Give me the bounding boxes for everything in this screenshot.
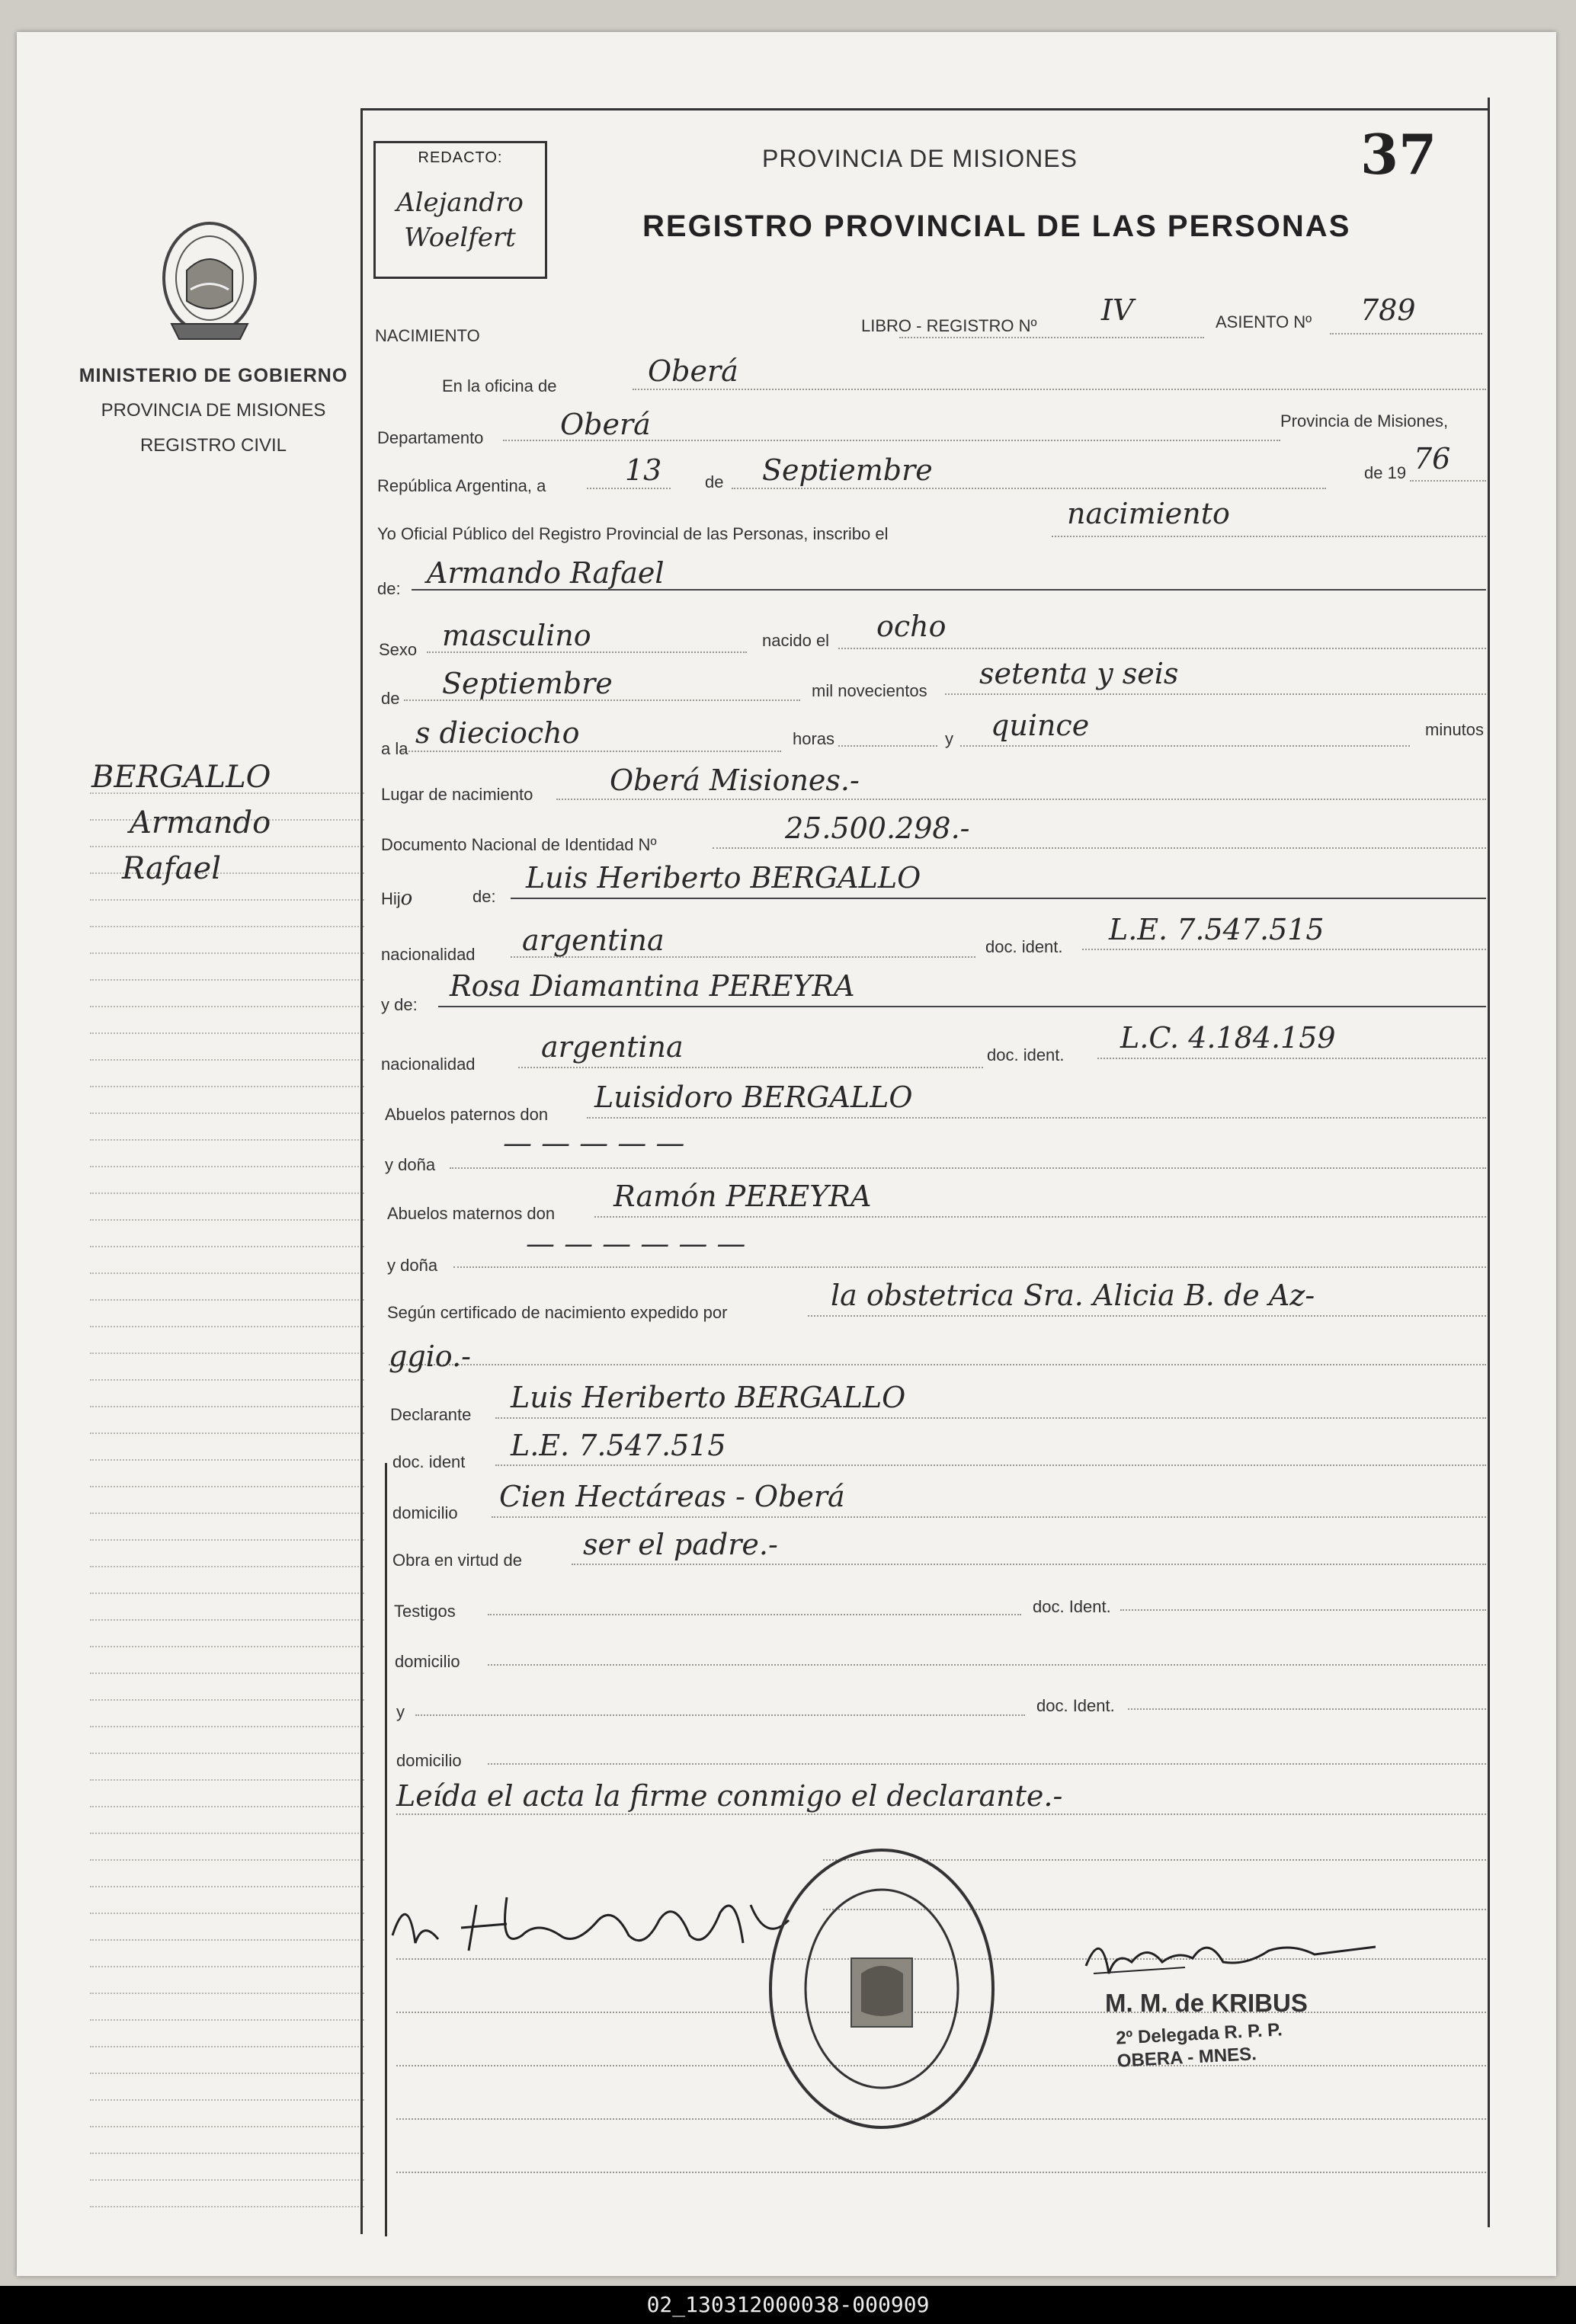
provincia-label: Provincia de Misiones,: [1280, 411, 1449, 431]
margin-rule: [90, 2206, 364, 2207]
margin-rule: [90, 2126, 364, 2127]
departamento-value: Oberá: [560, 408, 651, 441]
cert-label: Según certificado de nacimiento expedido por: [387, 1303, 728, 1322]
libro-value: IV: [1101, 293, 1134, 327]
margin-rule: [90, 1993, 364, 1994]
dotted-fill-line: [488, 1614, 1021, 1615]
margin-rule: [90, 1726, 364, 1727]
redacto-name-first: Alejandro: [396, 187, 524, 218]
margin-rule: [90, 952, 364, 954]
dotted-fill-line: [572, 1564, 1486, 1565]
margin-rule: [90, 1486, 364, 1487]
asiento-value: 789: [1360, 293, 1416, 327]
horas-label: horas: [793, 729, 835, 748]
abp-value: Luisidoro BERGALLO: [594, 1080, 913, 1114]
dotted-fill-line: [587, 488, 671, 489]
domicilio-label: domicilio: [392, 1503, 458, 1522]
ala-value: s dieciocho: [415, 716, 580, 750]
domicilio3-label: domicilio: [396, 1751, 462, 1770]
margin-name-2: Rafael: [122, 851, 221, 886]
margin-rule: [90, 1379, 364, 1381]
margin-rule: [90, 1619, 364, 1621]
margin-note: [84, 754, 343, 892]
margin-rule: [90, 1272, 364, 1274]
margin-rule: [90, 1219, 364, 1221]
abp-label: Abuelos paternos don: [385, 1105, 549, 1124]
margin-name-1: Armando: [130, 805, 271, 840]
margin-rule: [90, 1673, 364, 1674]
testigos-label: Testigos: [394, 1602, 456, 1621]
margin-rule: [90, 1833, 364, 1834]
cert-value: la obstetrica Sra. Alicia B. de Az-: [831, 1279, 1315, 1312]
child-name-value: Armando Rafael: [427, 556, 665, 590]
dotted-fill-line: [838, 648, 1486, 649]
dotted-fill-line: [556, 799, 1486, 800]
official-seal: [766, 1844, 998, 2134]
dotted-fill-line: [488, 1664, 1486, 1666]
departamento-label: Departamento: [377, 428, 484, 447]
sexo-value: masculino: [442, 619, 591, 652]
declarante-value: Luis Heriberto BERGALLO: [511, 1381, 906, 1414]
oficina-label: En la oficina de: [442, 376, 557, 395]
margin-rule: [90, 1566, 364, 1567]
margin-rule: [90, 1166, 364, 1167]
dona2-label: y doña: [387, 1256, 438, 1275]
dotted-fill-line: [492, 1516, 1486, 1518]
margin-surname: BERGALLO: [91, 760, 271, 795]
doc1-value: L.E. 7.547.515: [1109, 913, 1325, 946]
dotted-fill-line: [396, 1813, 1486, 1815]
dni-label: Documento Nacional de Identidad Nº: [381, 835, 657, 854]
obra-value: ser el padre.-: [583, 1528, 778, 1561]
abm-label: Abuelos maternos don: [387, 1204, 556, 1223]
ministry-block: [76, 358, 351, 463]
sexo-label: Sexo: [379, 640, 418, 659]
margin-rule: [90, 1886, 364, 1887]
birth-month-value: Septiembre: [442, 667, 613, 700]
dni-value: 25.500.298.-: [785, 811, 970, 845]
margin-rule: [90, 1753, 364, 1754]
redacto-name-last: Woelfert: [404, 222, 516, 253]
margin-rule: [90, 1059, 364, 1061]
delegate-name: M. M. de KRIBUS: [1105, 1989, 1308, 2017]
nacimiento-label: NACIMIENTO: [375, 326, 480, 345]
nac2-label: nacionalidad: [381, 1055, 476, 1074]
de2-label: de:: [377, 579, 401, 598]
dona1-value: — — — — —: [503, 1126, 685, 1160]
margin-rule: [90, 1939, 364, 1941]
year-label: de 19: [1364, 463, 1407, 482]
dotted-fill-line: [389, 1364, 1486, 1365]
yde-label: y de:: [381, 995, 418, 1014]
doc2-label: doc. ident.: [987, 1045, 1065, 1064]
dotted-fill-line: [453, 1266, 1486, 1268]
margin-rule: [90, 1913, 364, 1914]
mother-value: Rosa Diamantina PEREYRA: [450, 969, 855, 1003]
dotted-fill-line: [1082, 949, 1486, 950]
margin-rule: [90, 1139, 364, 1141]
dotted-fill-line: [713, 847, 1486, 849]
margin-rule: [90, 1352, 364, 1354]
oficina-value: Oberá: [648, 354, 738, 388]
dotted-fill-line: [587, 1117, 1486, 1119]
ministry-registry: REGISTRO CIVIL: [139, 435, 287, 456]
de3-label: de: [381, 689, 400, 708]
ministry-name: MINISTERIO DE GOBIERNO: [78, 365, 348, 386]
de-label: de: [705, 472, 724, 491]
margin-rule: [90, 1593, 364, 1594]
margin-rule: [90, 1086, 364, 1087]
delegate-role-block: [1116, 2018, 1285, 2073]
margin-rule: [90, 2179, 364, 2181]
dotted-fill-line: [732, 488, 1326, 489]
frame-right-border: [1488, 98, 1490, 2227]
margin-rule: [90, 979, 364, 981]
margin-rule: [90, 2019, 364, 2021]
margin-rule: [90, 899, 364, 901]
coat-of-arms-icon: [156, 217, 263, 347]
nac1-label: nacionalidad: [381, 945, 476, 964]
nac2-value: argentina: [541, 1030, 684, 1064]
nacido-value: ocho: [876, 610, 947, 643]
father-value: Luis Heriberto BERGALLO: [526, 861, 921, 895]
margin-rule: [90, 1032, 364, 1034]
dotted-fill-line: [1120, 1609, 1486, 1611]
margin-rule: [90, 1646, 364, 1647]
test-doc-label: doc. Ident.: [1033, 1597, 1111, 1616]
margin-rule: [90, 2153, 364, 2154]
folio-number: 37: [1360, 122, 1437, 187]
mil-value: setenta y seis: [979, 657, 1179, 690]
ministry-province: PROVINCIA DE MISIONES: [101, 400, 326, 421]
dotted-fill-line: [633, 389, 1486, 390]
margin-rule: [90, 1513, 364, 1514]
dotted-fill-line: [838, 745, 937, 747]
day-value: 13: [625, 453, 662, 487]
year-value: 76: [1414, 442, 1451, 475]
oficial-label: Yo Oficial Público del Registro Provincial de las Personas, inscribo el: [377, 524, 889, 543]
declarant-signature: [385, 1874, 812, 1966]
decldoc-label: doc. ident: [392, 1452, 466, 1471]
oficial-value: nacimiento: [1067, 497, 1230, 530]
margin-rule: [90, 1112, 364, 1114]
province-header: PROVINCIA DE MISIONES: [762, 145, 1078, 172]
y2-label: y: [396, 1702, 405, 1721]
margin-rule: [90, 1006, 364, 1007]
margin-rule: [90, 1966, 364, 1967]
hij-de-label: de:: [472, 887, 496, 906]
libro-label: LIBRO - REGISTRO Nº: [861, 316, 1037, 335]
frame-inner-left-border: [385, 1463, 387, 2236]
margin-rule: [90, 1406, 364, 1407]
margin-rule: [90, 2046, 364, 2047]
dona2-value: — — — — — —: [526, 1227, 746, 1260]
margin-rule: [90, 1779, 364, 1781]
redacto-box: [373, 141, 547, 279]
delegate-signature: [1071, 1920, 1391, 1981]
republica-label: República Argentina, a: [377, 476, 546, 495]
hij-label-text: Hij: [381, 889, 401, 908]
cert-value-2: ggio.-: [389, 1340, 471, 1373]
asiento-label: ASIENTO Nº: [1216, 312, 1312, 331]
frame-left-border: [360, 108, 363, 2234]
image-id-bar: 02_130312000038-000909: [0, 2286, 1576, 2324]
dotted-fill-line: [808, 1315, 1486, 1317]
lugar-value: Oberá Misiones.-: [610, 763, 860, 797]
dotted-fill-line: [495, 1465, 1486, 1466]
minutos-label: minutos: [1425, 720, 1485, 739]
delegate-place: OBERA - MNES.: [1116, 2044, 1257, 2072]
doc1-label: doc. ident.: [985, 937, 1063, 956]
delegate-role: 2º Delegada R. P. P.: [1115, 2019, 1283, 2049]
hij-suffix: o: [400, 887, 413, 910]
margin-rule: [90, 1699, 364, 1701]
nacido-label: nacido el: [762, 631, 830, 650]
solid-fill-line: [511, 898, 1486, 899]
nac1-value: argentina: [522, 924, 665, 957]
mil-label: mil novecientos: [812, 681, 927, 700]
dotted-fill-line: [518, 1067, 983, 1068]
dotted-fill-line: [960, 745, 1410, 747]
margin-rule: [90, 1299, 364, 1301]
margin-rule: [90, 1859, 364, 1861]
margin-rule: [90, 2073, 364, 2074]
closing-value: Leída el acta la firme conmigo el declarante.-: [396, 1779, 1063, 1813]
dotted-fill-line: [1052, 536, 1486, 537]
test-doc2-label: doc. Ident.: [1036, 1696, 1115, 1715]
domicilio2-label: domicilio: [395, 1652, 460, 1671]
margin-rule: [90, 1432, 364, 1434]
ala-label: a la: [381, 739, 408, 758]
margin-rule: [90, 1806, 364, 1807]
declarante-label: Declarante: [390, 1405, 472, 1424]
obra-label: Obra en virtud de: [392, 1551, 522, 1570]
y-label: y: [945, 729, 953, 748]
decldoc-value: L.E. 7.547.515: [511, 1429, 726, 1462]
minutes-value: quince: [991, 709, 1090, 742]
dotted-fill-line: [594, 1216, 1486, 1218]
solid-fill-line: [438, 1006, 1486, 1007]
month-value: Septiembre: [762, 453, 933, 487]
margin-rule: [90, 1192, 364, 1194]
registry-title: REGISTRO PROVINCIAL DE LAS PERSONAS: [642, 210, 1351, 243]
margin-rule: [90, 1326, 364, 1327]
dotted-fill-line: [415, 1714, 1025, 1716]
dotted-fill-line: [1330, 333, 1482, 335]
dotted-fill-line: [945, 693, 1486, 695]
dotted-fill-line: [495, 1417, 1486, 1419]
dotted-fill-line: [400, 751, 781, 752]
lugar-label: Lugar de nacimiento: [381, 785, 533, 804]
domicilio-value: Cien Hectáreas - Oberá: [499, 1480, 845, 1513]
dotted-fill-line: [396, 2172, 1486, 2173]
margin-rule: [90, 1459, 364, 1461]
frame-top-border: [360, 108, 1488, 110]
hij-label: [381, 887, 412, 910]
redacto-label: REDACTO:: [418, 149, 503, 166]
dotted-fill-line: [1097, 1058, 1486, 1059]
dotted-fill-line: [450, 1167, 1486, 1169]
dona1-label: y doña: [385, 1155, 436, 1174]
margin-rule: [90, 1539, 364, 1541]
dotted-fill-line: [488, 1763, 1486, 1765]
margin-rule: [90, 1246, 364, 1247]
margin-rule: [90, 926, 364, 927]
dotted-fill-line: [1410, 480, 1486, 482]
doc2-value: L.C. 4.184.159: [1120, 1021, 1336, 1055]
dotted-fill-line: [899, 337, 1204, 338]
dotted-fill-line: [1128, 1708, 1486, 1710]
abm-value: Ramón PEREYRA: [613, 1180, 872, 1213]
margin-rule: [90, 2099, 364, 2101]
redacto-name: [382, 185, 538, 255]
